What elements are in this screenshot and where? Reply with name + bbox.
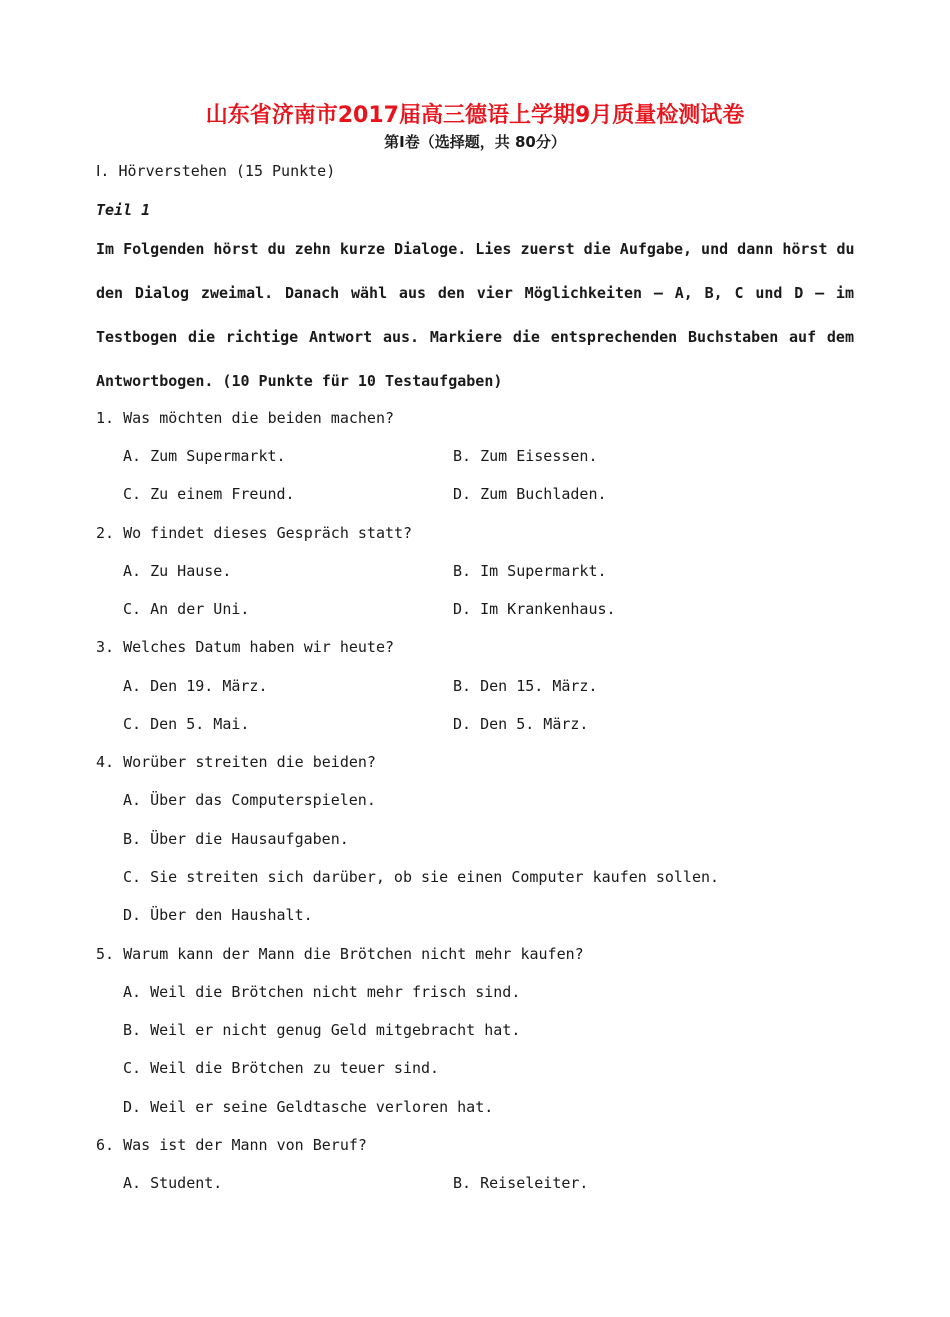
option-1d: D. Zum Buchladen. <box>453 485 607 503</box>
option-3c: C. Den 5. Mai. <box>123 715 250 733</box>
question-4: 4. Worüber streiten die beiden? <box>96 753 376 771</box>
question-5: 5. Warum kann der Mann die Brötchen nicht mehr kaufen? <box>96 945 584 963</box>
option-5d: D. Weil er seine Geldtasche verloren hat. <box>123 1098 494 1116</box>
option-5a: A. Weil die Brötchen nicht mehr frisch sind. <box>123 983 521 1001</box>
option-4b: B. Über die Hausaufgaben. <box>123 830 349 848</box>
option-3d: D. Den 5. März. <box>453 715 589 733</box>
question-3: 3. Welches Datum haben wir heute? <box>96 638 395 656</box>
option-6b: B. Reiseleiter. <box>453 1174 589 1192</box>
exam-subtitle: 第Ⅰ卷（选择题，共 80分） <box>384 133 566 151</box>
option-1b: B. Zum Eisessen. <box>453 447 598 465</box>
question-1: 1. Was möchten die beiden machen? <box>96 409 395 427</box>
option-2a: A. Zu Hause. <box>123 562 232 580</box>
option-2b: B. Im Supermarkt. <box>453 562 607 580</box>
instruction-line: Testbogen die richtige Antwort aus. Markiere die entsprechenden Buchstaben auf dem <box>96 328 854 346</box>
option-1a: A. Zum Supermarkt. <box>123 447 286 465</box>
instructions <box>96 239 854 415</box>
option-6a: A. Student. <box>123 1174 223 1192</box>
option-1c: C. Zu einem Freund. <box>123 485 295 503</box>
exam-title: 山东省济南市2017届高三德语上学期9月质量检测试卷 <box>205 103 745 128</box>
question-6: 6. Was ist der Mann von Beruf? <box>96 1136 367 1154</box>
section-heading: Ⅰ. Hörverstehen (15 Punkte) <box>96 162 336 180</box>
question-2: 2. Wo findet dieses Gespräch statt? <box>96 524 413 542</box>
option-2d: D. Im Krankenhaus. <box>453 600 616 618</box>
option-5b: B. Weil er nicht genug Geld mitgebracht hat. <box>123 1021 521 1039</box>
option-5c: C. Weil die Brötchen zu teuer sind. <box>123 1059 440 1077</box>
instruction-line: Im Folgenden hörst du zehn kurze Dialoge. Lies zuerst die Aufgabe, und dann hörst du <box>96 240 855 258</box>
part-heading: Teil 1 <box>96 201 151 219</box>
option-3a: A. Den 19. März. <box>123 677 268 695</box>
instruction-line: den Dialog zweimal. Danach wähl aus den vier Möglichkeiten – A, B, C und D – im <box>96 284 854 302</box>
option-4a: A. Über das Computerspielen. <box>123 791 376 809</box>
instruction-line: Antwortbogen. (10 Punkte für 10 Testaufgaben) <box>96 372 503 390</box>
option-4c: C. Sie streiten sich darüber, ob sie einen Computer kaufen sollen. <box>123 868 720 886</box>
option-3b: B. Den 15. März. <box>453 677 598 695</box>
option-2c: C. An der Uni. <box>123 600 250 618</box>
option-4d: D. Über den Haushalt. <box>123 906 313 924</box>
